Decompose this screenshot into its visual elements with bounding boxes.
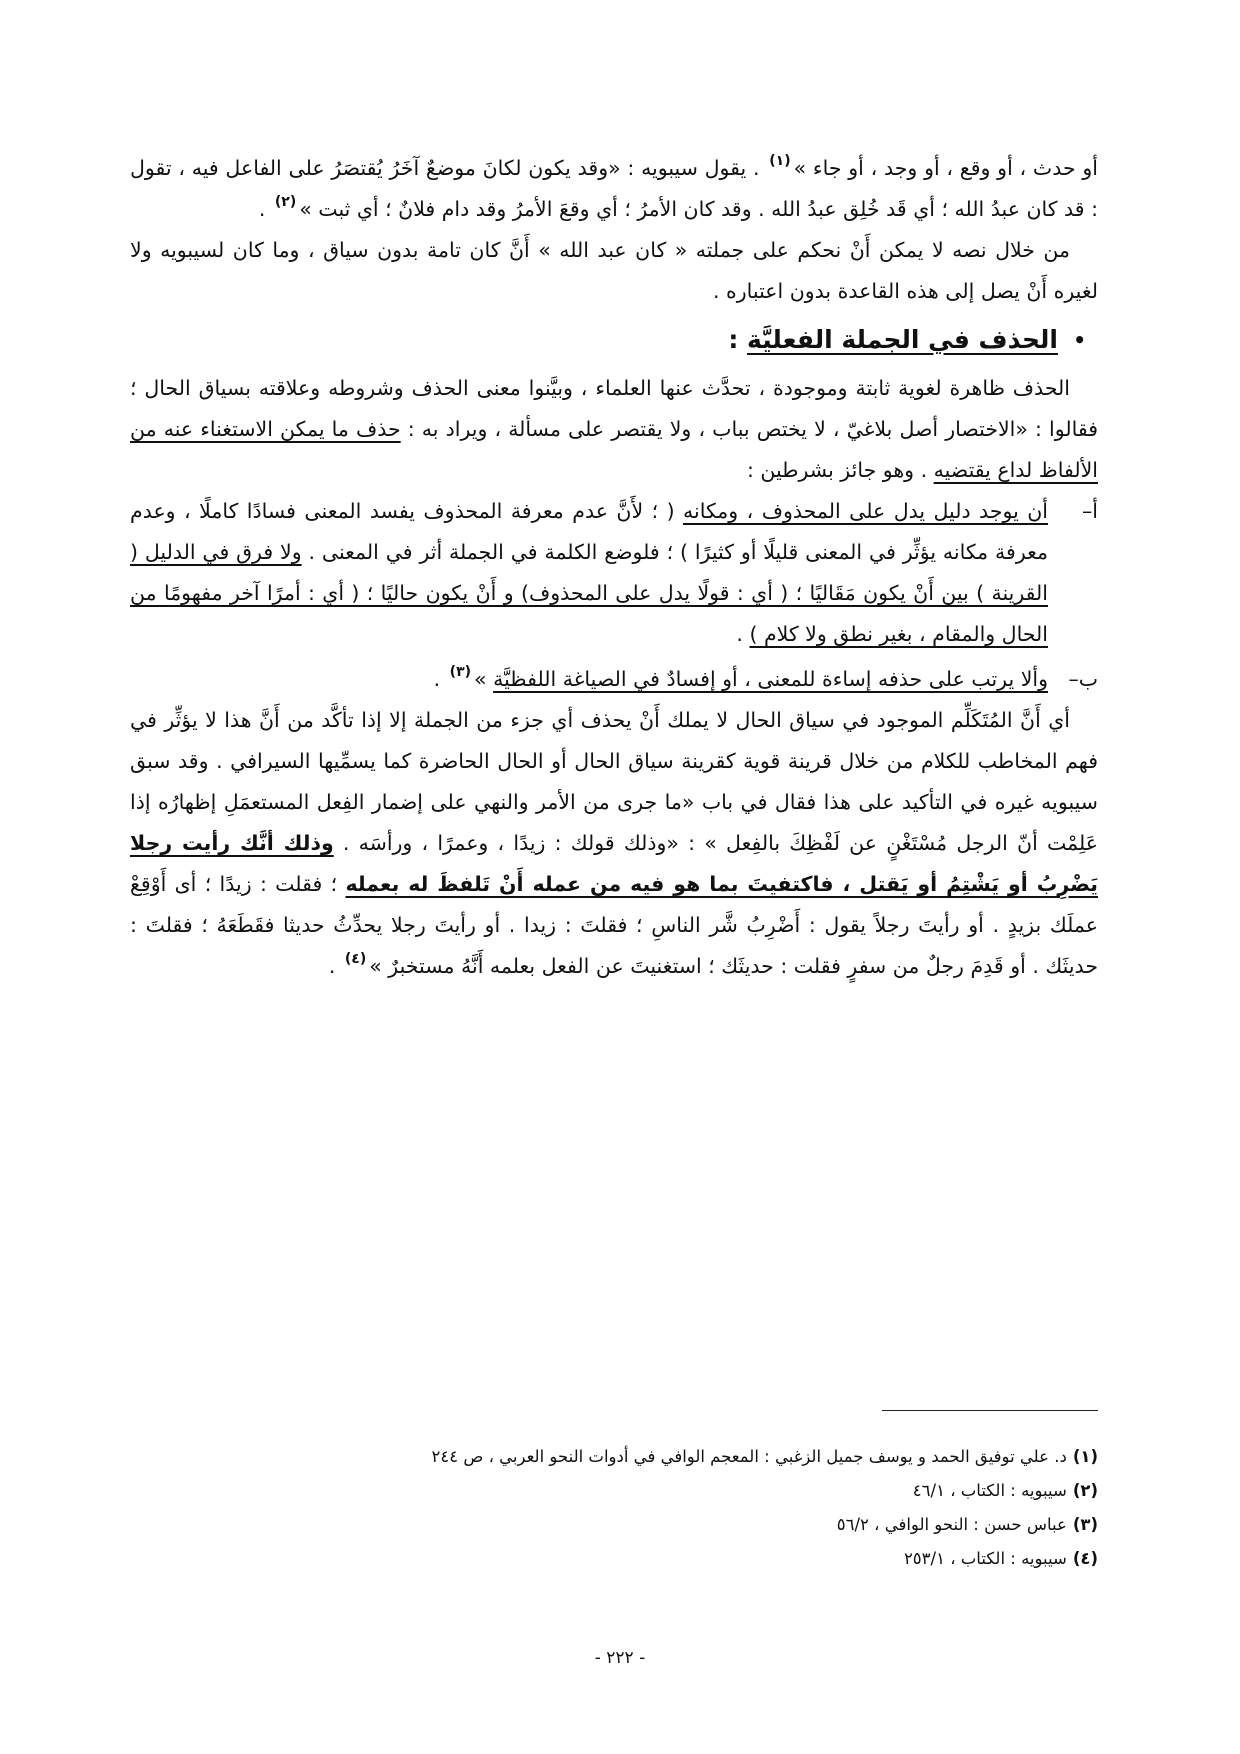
- footnote-divider: [882, 1410, 1098, 1411]
- condition-item-a: [130, 491, 1098, 655]
- footnote-4: [130, 1542, 1098, 1576]
- footnote-3: [130, 1508, 1098, 1542]
- footnote-3-text: عباس حسن : النحو الوافي ، ٥٦/٢: [836, 1515, 1067, 1534]
- paragraph-3-definition: حذف ما يمكن الاستغناء عنه من الألفاظ لداع يقتضيه: [130, 417, 1098, 482]
- item-b-text: »: [474, 667, 494, 691]
- paragraph-4: [130, 700, 1098, 987]
- footnote-1: [130, 1440, 1098, 1474]
- footnote-ref-2: (٢): [274, 194, 297, 210]
- section-heading-colon: :: [728, 325, 748, 354]
- section-heading-title: الحذف في الجملة الفعليَّة: [747, 325, 1058, 354]
- item-a-text-2: .: [736, 622, 750, 646]
- item-a-underlined-1: أن يوجد دليل يدل على المحذوف ، ومكانه: [683, 499, 1048, 523]
- paragraph-3-text-a: الحذف ظاهرة لغوية ثابتة وموجودة ، تحدَّث عنها العلماء ، وبيَّنوا معنى الحذف وشروطه وعلاقته بسياق الحال ؛ فقالوا : «الاختصار أصل بلاغيّ ، لا يختص بباب ، ولا يقتصر على مسألة ، ويراد به :: [130, 376, 1098, 441]
- paragraph-1-text-c: .: [258, 197, 272, 221]
- paragraph-1-text-b: . يقول سيبويه : «وقد يكون لكانَ موضعٌ آخَرُ يُقتصَرُ على الفاعل فيه ، تقول : قد كان عبدُ الله ؛ أي قَد خُلِق عبدُ الله . وقد كان الأمرُ ؛ أي وقعَ الأمرُ وقد دام فلانٌ ؛ أي ثبت »: [130, 156, 1098, 221]
- footnote-ref-1: (١): [769, 153, 791, 169]
- paragraph-1-text-a: أو حدث ، أو وقع ، أو وجد ، أو جاء »: [793, 156, 1098, 180]
- page-number: - ٢٢٢ -: [594, 1648, 646, 1668]
- paragraph-4-text-c: .: [328, 954, 342, 978]
- footnote-2: [130, 1474, 1098, 1508]
- paragraph-4-bold-quote: وذلك أنَّك رأيت رجلا يَضْرِبُ أو يَشْتِمُ أو يَقتل ، فاكتفيتَ بما هو فيه من عمله أَنْ تَلفظَ له بعمله: [130, 831, 1098, 896]
- item-a-marker: أ–: [1082, 499, 1098, 523]
- paragraph-3-text-b: . وهو جائز بشرطين :: [746, 458, 934, 482]
- item-b-underlined: وألا يرتب على حذفه إساءة للمعنى ، أو إفسادٌ في الصياغة اللفظيَّة: [493, 667, 1048, 691]
- bullet-icon: •: [1073, 328, 1086, 352]
- item-b-marker: ب–: [1068, 667, 1098, 691]
- paragraph-3: [130, 368, 1098, 491]
- item-b-end: .: [433, 667, 447, 691]
- footnote-3-number: (٣): [1072, 1515, 1098, 1534]
- condition-item-b: [130, 659, 1098, 700]
- footnote-2-text: سيبويه : الكتاب ، ٤٦/١: [912, 1481, 1067, 1500]
- paragraph-4-text-b: ؛ فقلت : زيدًا ؛ أى أَوْقِعْ عملَك بزيدٍ . أو رأيتَ رجلاً يقول : أَضْرِبُ شَّر الناسِ ؛ فقلتَ : زيدا . أو رأيتَ رجلا يحدِّثُ حديثا فقَطَعَهُ ؛ فقلتَ : حديثَك . أو قَدِمَ رجلٌ من سفرٍ فقلت : حديثَك ؛ استغنيتَ عن الفعل بعلمه أَنَّهُ مستخبرٌ »: [130, 872, 1098, 978]
- section-heading: [130, 318, 1098, 362]
- footnote-4-number: (٤): [1072, 1549, 1098, 1568]
- footnote-ref-3: (٣): [449, 664, 472, 680]
- paragraph-2: من خلال نصه لا يمكن أَنْ نحكم على جملته « كان عبد الله » أَنَّ كان تامة بدون سياق ، وما كان لسيبويه ولا لغيره أَنْ يصل إلى هذه القاعدة بدون اعتباره .: [130, 238, 1098, 303]
- footnote-1-text: د. علي توفيق الحمد و يوسف جميل الزغبي : المعجم الوافي في أدوات النحو العربي ، ص ٢٤٤: [431, 1447, 1067, 1466]
- paragraph-4-text-a: أي أَنَّ المُتَكَلِّم الموجود في سياق الحال لا يملك أَنْ يحذف أي جزء من الجملة إلا إذا تأكَّد من أَنَّ هذا لا يؤثِّر في فهم المخاطب للكلام من خلال قرينة قوية كقرينة سياق الحال أو الحال الحاضرة كما يسمِّيها السيرافي . وقد سبق سيبويه غيره في التأكيد على هذا فقال في باب «ما جرى من الأمر والنهي على إضمار الفِعل المستعمَلِ إظهارُه إذا عَلِمْت أنّ الرجل مُسْتَغْنٍ عن لَفْظِكَ بالفِعل » : «وذلك قولك : زيدًا ، وعمرًا ، ورأسَه .: [130, 708, 1098, 855]
- footnote-1-number: (١): [1072, 1447, 1098, 1466]
- main-text: [130, 148, 1098, 987]
- footnote-ref-4: (٤): [344, 951, 367, 967]
- footnote-4-text: سيبويه : الكتاب ، ٢٥٣/١: [903, 1549, 1067, 1568]
- item-a-underlined-2: ولا فرق في الدليل ( القرينة ) بين أَنْ يكون مَقَاليًا ؛ ( أي : قولًا يدل على المحذوف) و أَنْ يكون حاليًا ؛ ( أي : أمرًا آخر مفهومًا من الحال والمقام ، بغير نطق ولا كلام ): [130, 540, 1048, 646]
- footnote-2-number: (٢): [1072, 1481, 1098, 1500]
- footnotes: [130, 1440, 1098, 1576]
- item-a-text-1: ( ؛ لأَنَّ عدم معرفة المحذوف يفسد المعنى فسادًا كاملًا ، وعدم معرفة مكانه يؤثِّر في المعنى قليلًا أو كثيرًا ) ؛ فلوضع الكلمة في الجملة أثر في المعنى .: [130, 499, 1049, 564]
- paragraph-1: [130, 148, 1098, 230]
